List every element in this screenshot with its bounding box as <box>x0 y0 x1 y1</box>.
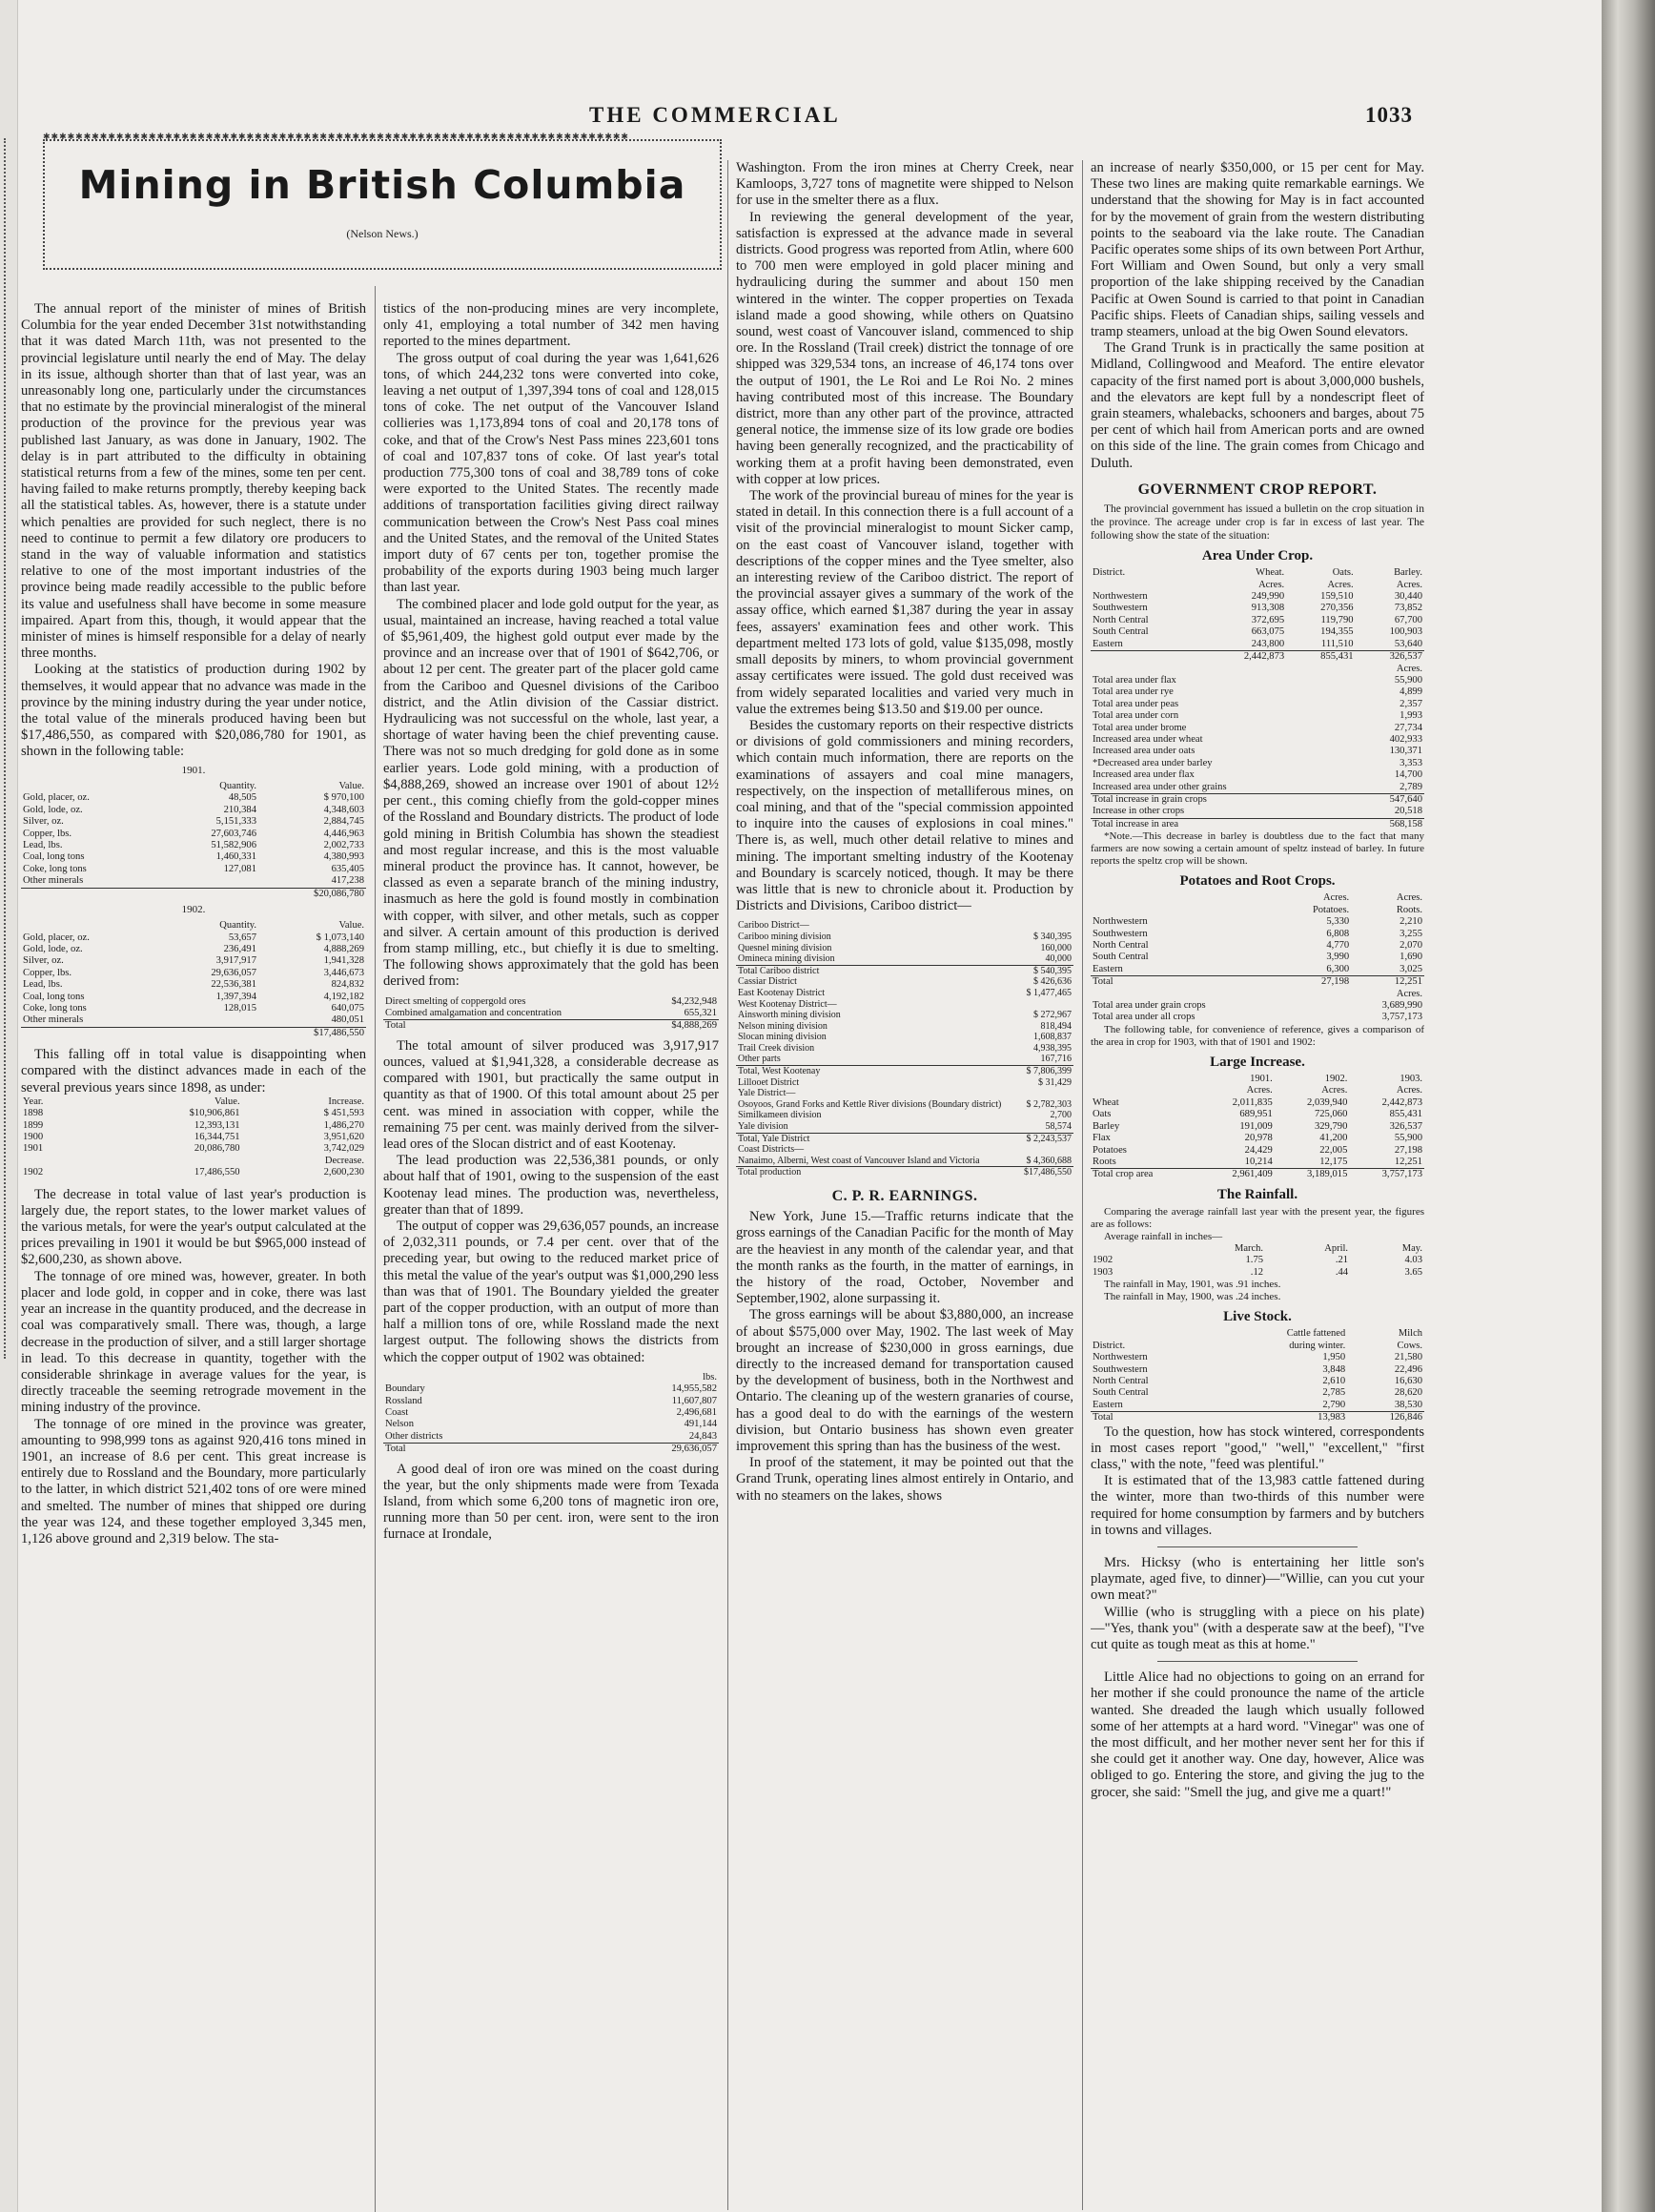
table-row: Copper, lbs. 29,636,057 3,446,673 <box>23 967 364 978</box>
table-row: Lillooet District $ 31,429 <box>738 1076 1072 1088</box>
paragraph: Little Alice had no objections to going on an errand for her mother if she could pronounce the name of the article wanted. She dreaded the laugh which usually followed some of her attempts at a hard word. "Vinegar" was one of the most difficult, and her mother never sent her for this if she could get it another way. One day, however, Alice was obliged to go. Entering the store, and giving the jug to the grocer, she said: "Smell the jug, and give me a quart!" <box>1091 1669 1424 1800</box>
table-row: Slocan mining division 1,608,837 <box>738 1032 1072 1043</box>
table-row: Combined amalgamation and concentration 655,321 <box>385 1007 717 1018</box>
article-title: Mining in British Columbia <box>78 162 686 208</box>
column-2 <box>383 301 719 2199</box>
table-row: Total area under brome 27,734 <box>1093 722 1422 733</box>
section-heading: C. P. R. EARNINGS. <box>831 1188 978 1204</box>
paragraph: In proof of the statement, it may be pointed out that the Grand Trunk, operating lines almost entirely in Ontario, and with no steamers on the lakes, shows <box>736 1455 1073 1504</box>
paragraph: The annual report of the minister of mines of British Columbia for the year ended December 31st notwithstanding that it was dated March 11th, was not presented to the provincial legislature until nearly the end of May. The delay in its issue, although shorter than that of last year, was an unreasonably long one, particularly under the circumstances that no estimate by the provincial mineralogist of the mineral production of the province for the previous year was published last January, as was done in January, 1902. The delay is in part attributed to the difficulty in obtaining statistical returns from a few of the mines, some ten per cent. having failed to make returns promptly, thereby keeping back all the statistical tables. As, however, there is a statute under which penalties are provided for such neglect, there is no need to continue to permit a few dilatory ore producers to stand in the way of valuable information and statistics relative to one of the most important industries of the province being made readily accessible to the public before its value and usefulness shall have become in some measure impaired. Apart from this, though, it would appear that the minister of mines is himself responsible for a delay of nearly three months. <box>21 301 366 662</box>
table-row: Direct smelting of coppergold ores $4,232,948 <box>385 995 717 1007</box>
paragraph: The gross earnings will be about $3,880,000, an increase of about $575,000 over May, 1902. The last week of May brought an increase of $230,000 in gross earnings, due directly to the increased demand for transportation caused by the development of business, both in the Northwest and Ontario. The cleaning up of the western granaries of course, has a good deal to do with the earnings of the western division, but Ontario business has shown even greater improvement this spring than has the business of the west. <box>736 1307 1073 1455</box>
paragraph: In reviewing the general development of the year, satisfaction is expressed at the advance made in several districts. Good progress was reported from Atlin, where 600 to 700 men were employed in gold placer mining and hydraulicing during the summer and about 150 men wintered in the winter. The copper properties on Texada island made a good showing, while others on Quatsino sound, west coast of Vancouver island, commenced to ship ore. In the Rossland (Trail creek) district the tonnage of ore shipped was 329,534 tons, an increase of 46,174 tons over the output of 1901, the Le Roi and Le Roi No. 2 mines having contributed most of this increase. The Boundary district, more than any other part of the province, attracted general notice, the immense size of its low grade ore bodies having been generally recognized, and the practicability of working them at a profit having been demonstrated, even with copper at low prices. <box>736 209 1073 487</box>
table-row: Coast 2,496,681 <box>385 1407 717 1419</box>
table-total-row: Total 27,198 12,251 <box>1093 976 1422 988</box>
table-row: Increased area under other grains 2,789 <box>1093 781 1422 792</box>
table-total-row: Total $4,888,269 <box>385 1020 717 1032</box>
table-row: 1901 20,086,780 3,742,029 <box>23 1143 364 1155</box>
table-row: Silver, oz. 3,917,917 1,941,328 <box>23 955 364 967</box>
table-row: Other minerals 417,238 <box>23 875 364 887</box>
table-row: Coal, long tons 1,397,394 4,192,182 <box>23 991 364 1002</box>
table-row: Omineca mining division 40,000 <box>738 953 1072 965</box>
column-rule <box>1082 160 1083 2210</box>
copper-districts-table: lbs. Boundary 14,955,582 Rossland 11,607,807 Coast 2,496,681 Nelson 491,144 Other districts 24,843 Total 29,636,057 <box>385 1371 717 1455</box>
subheading: Area Under Crop. <box>1201 548 1314 564</box>
table-row: Nelson mining division 818,494 <box>738 1020 1072 1032</box>
paragraph: The rainfall in May, 1900, was .24 inches. <box>1104 1291 1281 1303</box>
table-row: Total, West Kootenay $ 7,806,399 <box>738 1066 1072 1077</box>
table-row: West Kootenay District— <box>738 998 837 1010</box>
subheading: Potatoes and Root Crops. <box>1179 873 1336 890</box>
table-row: South Central 3,990 1,690 <box>1093 952 1422 963</box>
paragraph: The output of copper was 29,636,057 pounds, an increase of 2,032,311 pounds, or 7.4 per cent. over that of the preceding year, but owing to the reduced market price of this metal the value of the year's output was $1,000,290 less than was that of 1901. The Boundary yielded the greater part of the copper production, with an output of more than half a million tons of ore, while Rossland made the next largest output. The following shows the districts from which the copper output of 1902 was obtained: <box>383 1218 719 1365</box>
table-row: Total area under all crops 3,757,173 <box>1093 1012 1422 1023</box>
table-total-row: $17,486,550 <box>21 1027 366 1039</box>
column-rule <box>375 286 376 2212</box>
table-row: Rossland 11,607,807 <box>385 1395 717 1406</box>
district-production-table <box>736 920 1073 1178</box>
table-row: Similkameen division 2,700 <box>738 1110 1072 1121</box>
table-row: Roots 10,214 12,175 12,251 <box>1093 1156 1422 1167</box>
large-increase-table: 1901. 1902. 1903. Acres. Acres. Acres. Wheat 2,011,835 2,039,940 2,442,873 Oats 689,951 725,060 855,431 Barley 191,009 329,790 326,537 Flax 20,978 41,200 55,900 Potatoes 24,429 22,005 27,198 Roots 10,214 12,175 12,251 Total crop area 2,961,409 3,189,015 3,757,173 <box>1093 1074 1422 1180</box>
paragraph: The gross output of coal during the year was 1,641,626 tons, of which 244,232 tons were converted into coke, leaving a net output of 1,397,394 tons of coal and 128,015 tons of coke. The net output of the Vancouver Island collieries was 1,173,894 tons of coal and 20,178 tons of coke, and that of the Crow's Nest Pass mines 223,601 tons of coal and 107,837 tons of coke. Of last year's total production 775,300 tons of coal and 38,789 tons of coke were exported to the United States. The recently made additions of transportation facilities giving direct railway communication between the Crow's Nest Pass coal mines and the United States, and the removal of the United States import duty of 67 cents per ton, together promise the probability of the exports during 1903 being much larger than last year. <box>383 350 719 596</box>
table-row: Coast Districts— <box>738 1144 805 1156</box>
paragraph: The total amount of silver produced was 3,917,917 ounces, valued at $1,941,328, a considerable decrease as compared with 1901, but practically the same output in quantity as that of 1900. Of this total amount about 25 per cent. was mined in association with copper, while the remaining 75 per cent. was mainly derived from the silver-lead ores of the Slocan district and of east Kootenay. <box>383 1037 719 1152</box>
area-summary-table <box>1091 675 1424 830</box>
table-row: Gold, placer, oz. 53,657 $ 1,073,140 <box>23 932 364 943</box>
table-row: Nanaimo, Alberni, West coast of Vancouver Island and Victoria $ 4,360,688 <box>738 1155 1072 1166</box>
column-rule <box>727 160 728 2210</box>
table-row: Cariboo District— <box>738 920 809 932</box>
table-row: Yale District— <box>738 1088 796 1099</box>
table-total-row: Total production $17,486,550 <box>738 1167 1072 1178</box>
table-row: Northwestern 249,990 159,510 30,440 <box>1093 591 1422 603</box>
page-number: 1033 <box>1365 103 1413 127</box>
table-row: Gold, lode, oz. 210,384 4,348,603 <box>23 804 364 815</box>
article-title-box <box>43 139 722 270</box>
paragraph: The Grand Trunk is in practically the same position at Midland, Collingwood and Meaford. The entire elevator capacity of the first named port is about 3,000,000 bushels, and the elevators are kept full by a nondescript fleet of grain steamers, whalebacks, schooners and barges, about 75 per cent of which hail from American ports and are owned on this side of the line. The grain comes from Chicago and Duluth. <box>1091 340 1424 471</box>
divider <box>1157 1661 1358 1662</box>
column-1 <box>21 301 366 2199</box>
rainfall-table: March. April. May. 1902 1.75 .21 4.03 1903 .12 .44 3.65 <box>1093 1242 1422 1278</box>
potatoes-roots-table: Acres. Acres. Potatoes. Roots. Northwestern 5,330 2,210 Southwestern 6,808 3,255 North Central 4,770 2,070 South Central 3,990 1,690 Eastern 6,300 3,025 Total 27,198 12,251 Acres. Total area under grain crops 3,689,990 Total area under all crops 3,757,173 <box>1093 892 1422 1023</box>
table-row: 1898 $10,906,861 $ 451,593 <box>23 1108 364 1119</box>
table-row: Wheat 2,011,835 2,039,940 2,442,873 <box>1093 1096 1422 1108</box>
table-total-row: $20,086,780 <box>21 888 366 900</box>
article-source: (Nelson News.) <box>346 227 419 240</box>
paragraph: an increase of nearly $350,000, or 15 per cent for May. These two lines are making quite remarkable earnings. We understand that the showing for May is in fact accounted for by the movement of grain from the western distributing points to the seaboard via the lake route. The Canadian Pacific operates some ships of its own between Port Arthur, Fort William and Owen Sound, but only a very small proportion of the lake shipping received by the Canadian Pacific at Owen Sound is carried to that point in Canadian Pacific ships. Fleets of Canadian ships, sailing vessels and tramp steamers, unload at the big Owen Sound elevators. <box>1091 160 1424 340</box>
table-row: 1902 1.75 .21 4.03 <box>1093 1255 1422 1266</box>
decorative-star-border: ✱✱✱✱✱✱✱✱✱✱✱✱✱✱✱✱✱✱✱✱✱✱✱✱✱✱✱✱✱✱✱✱✱✱✱✱✱✱✱✱✱✱✱✱✱✱✱✱✱✱✱✱✱✱✱✱✱✱✱✱✱✱✱✱✱✱✱✱✱✱✱✱ <box>43 132 629 141</box>
table-row: Lead, lbs. 22,536,381 824,832 <box>23 979 364 991</box>
table-row: Eastern 243,800 111,510 53,640 <box>1093 638 1422 649</box>
table-year-label: 1901. <box>181 764 206 776</box>
table-row: Total area under corn 1,993 <box>1093 710 1422 722</box>
table-row: Oats 689,951 725,060 855,431 <box>1093 1109 1422 1120</box>
paragraph: Looking at the statistics of production during 1902 by themselves, it would appear that no advance was made in the province by the mining industry during the year under notice, the total value of the minerals produced having been but $17,486,550, as compared with $20,086,780 for 1901, as shown in the following table: <box>21 662 366 760</box>
table-row: Increased area under wheat 402,933 <box>1093 733 1422 745</box>
paragraph: Comparing the average rainfall last year with the present year, the figures are as follows: <box>1091 1205 1424 1230</box>
table-row: Total area under flax 55,900 <box>1093 674 1422 686</box>
footnote: *Note.—This decrease in barley is doubtless due to the fact that many farmers are now sowing a certain amount of speltz instead of barley. In future reports the speltz crop will be shown. <box>1091 830 1424 868</box>
table-row: Total area under peas 2,357 <box>1093 698 1422 709</box>
table-total-row: Total 29,636,057 <box>385 1444 717 1455</box>
col-header: Value. <box>338 780 364 791</box>
col-header: Quantity. <box>219 780 256 791</box>
book-spine-edge <box>1602 0 1655 2212</box>
paragraph: This falling off in total value is disappointing when compared with the distinct advances made in each of the several previous years since 1898, as under: <box>21 1047 366 1096</box>
paragraph: The tonnage of ore mined in the province was greater, amounting to 998,999 tons as against 920,416 tons mined in 1901, an increase of 8.6 per cent. This great increase is entirely due to Rossland and the Boundary, more particularly to the latter, in which district 521,402 tons of ore were mined and smelted. The number of mines that shipped ore during the year was 124, and these together employed 3,345 men, 1,126 above ground and 2,319 below. The sta- <box>21 1416 366 1546</box>
area-under-crop-table: District. Wheat. Oats. Barley. Acres. Acres. Acres. Northwestern 249,990 159,510 30,440 Southwestern 913,308 270,356 73,852 North Central 372,695 119,790 67,700 South Central 663,075 194,355 100,903 Eastern 243,800 111,510 53,640 2,442,873 855,431 326,537 Acres. <box>1093 567 1422 674</box>
paragraph: Mrs. Hicksy (who is entertaining her little son's playmate, aged five, to dinner)—"Willie, can you cut your own meat?" <box>1091 1555 1424 1604</box>
table-row: Total area under grain crops 3,689,990 <box>1093 1000 1422 1012</box>
table-total-row: Total 13,983 126,846 <box>1093 1412 1422 1423</box>
table-row: Potatoes 24,429 22,005 27,198 <box>1093 1144 1422 1156</box>
table-row: Other parts 167,716 <box>738 1054 1072 1065</box>
table-row: North Central 2,610 16,630 <box>1093 1375 1422 1386</box>
table-row: Gold, lode, oz. 236,491 4,888,269 <box>23 943 364 954</box>
table-row: Nelson 491,144 <box>385 1419 717 1430</box>
table-year-label: 1902. <box>181 903 206 915</box>
subheading: Live Stock. <box>1223 1309 1292 1325</box>
table-row: Increased area under oats 130,371 <box>1093 746 1422 757</box>
table-row: Gold, placer, oz. 48,505 $ 970,100 <box>23 792 364 804</box>
subheading: Large Increase. <box>1210 1054 1305 1070</box>
paragraph: The decrease in total value of last year's production is largely due, the report states, to the lower market values of the various metals, for were the year's output calculated at the prices prevailing in 1901 it would be but $965,000 instead of $2,600,230, as shown above. <box>21 1186 366 1268</box>
paragraph: Besides the customary reports on their respective districts or divisions of gold commissioners and mining recorders, which contain much information, there are reports on the examinations of assayers and coal mine managers, respectively, on the inspection of metalliferous mines, on coal mining, and that of the "special commission appointed to inquire into the causes of explosions in coal mines." There is, as well, much other detail relative to mines and mining. The important smelting industry of the Kootenay and Boundary is scarcely noticed, though. It may be there was little that is new to chronicle about it. Production by Districts and Divisions, Cariboo district— <box>736 717 1073 914</box>
yearly-value-table: Year. Value. Increase. 1898 $10,906,861 $ 451,593 1899 12,393,131 1,486,270 1900 16,344,751 3,951,620 1901 20,086,780 3,742,029 Decrease. 1902 17,486,550 2,600,230 <box>23 1096 364 1178</box>
table-row: Coke, long tons 128,015 640,075 <box>23 1003 364 1014</box>
table-row: Total increase in area 568,158 <box>1093 818 1422 830</box>
table-row: Lead, lbs. 51,582,906 2,002,733 <box>23 839 364 850</box>
paragraph: It is estimated that of the 13,983 cattle fattened during the winter, more than two-thirds of this number were required for home consumption by farmers and by butchers in towns and villages. <box>1091 1473 1424 1538</box>
paragraph: The provincial government has issued a bulletin on the crop situation in the province. The acreage under crop is far in excess of last year. The following show the state of the situation: <box>1091 503 1424 543</box>
col-header: Quantity. <box>219 920 256 932</box>
table-row: Other minerals 480,051 <box>23 1014 364 1026</box>
table-row: *Decreased area under barley 3,353 <box>1093 757 1422 768</box>
table-total-row: Total crop area 2,961,409 3,189,015 3,757,173 <box>1093 1169 1422 1180</box>
table-row: Total increase in grain crops 547,640 <box>1093 793 1422 805</box>
table-row: Northwestern 5,330 2,210 <box>1093 916 1422 928</box>
table-row: Cassiar District $ 426,636 <box>738 976 1072 988</box>
paragraph: The rainfall in May, 1901, was .91 inches. <box>1104 1279 1281 1291</box>
table-row: South Central 2,785 28,620 <box>1093 1387 1422 1399</box>
table-row: Northwestern 1,950 21,580 <box>1093 1352 1422 1363</box>
ornamental-border-left <box>4 138 17 1359</box>
table-row: Osoyoos, Grand Forks and Kettle River divisions (Boundary district) $ 2,782,303 <box>738 1098 1072 1110</box>
column-3 <box>736 160 1073 2201</box>
table-row: South Central 663,075 194,355 100,903 <box>1093 626 1422 638</box>
table-row: 1902 17,486,550 2,600,230 <box>23 1167 364 1178</box>
table-row: Southwestern 3,848 22,496 <box>1093 1363 1422 1375</box>
production-table-1901 <box>21 781 366 900</box>
paragraph: A good deal of iron ore was mined on the coast during the year, but the only shipments made were from Texada Island, from which some 6,200 tons of magnetic iron ore, running more than 50 per cent. iron, were sent to the iron furnace at Irondale, <box>383 1461 719 1543</box>
paragraph: The lead production was 22,536,381 pounds, or only about half that of 1901, owing to the suspension of the east Kootenay lead mines. The production was, nevertheless, greater than that of 1899. <box>383 1153 719 1218</box>
paragraph: The tonnage of ore mined was, however, greater. In both placer and lode gold, in copper and in coke, there was last year an increase in the quantity produced, and the decrease in coal was comparatively small. There was, though, a large decrease in the production of silver, and a still larger shortage in lead. To this decrease in quantity, together with the considerable shrinkage in average values for the year, is directly traceable the seeming retrograde movement in the mining industry of the province. <box>21 1268 366 1416</box>
paragraph: The work of the provincial bureau of mines for the year is stated in detail. In this connection there is a full account of a visit of the provincial mineralogist to mount Sicker camp, on the east coast of Vancouver island, together with descriptions of the copper mines and the Tyee smelter, also an interesting review of the Cariboo district. The report of the provincial assayer gives a summary of the work of the assay office, which earned $1,387 during the year in assay fees, assayers' examination fees and other work. This department melted 173 lots of gold, value $135,098, mostly small deposits by miners, to whom provincial government assay certificates were issued. The gold dust received was from widely separated localities and varied very much in value the extremes being $13.50 and $19.00 per ounce. <box>736 488 1073 717</box>
table-row: Silver, oz. 5,151,333 2,884,745 <box>23 816 364 828</box>
table-row: Increase in other crops 20,518 <box>1093 806 1422 817</box>
table-row: North Central 372,695 119,790 67,700 <box>1093 614 1422 625</box>
table-row: Southwestern 6,808 3,255 <box>1093 928 1422 939</box>
paragraph: To the question, how has stock wintered, correspondents in most cases report "good," "well," "excellent," "first class," with the note, "feed was plentiful." <box>1091 1423 1424 1473</box>
paragraph: Willie (who is struggling with a piece on his plate)—"Yes, thank you" (with a desperate saw at the beef), "I've cut quite as tough meat as this at home." <box>1091 1604 1424 1653</box>
col-header: Value. <box>338 920 364 932</box>
paragraph: New York, June 15.—Traffic returns indicate that the gross earnings of the Canadian Pacific for the month of May are the heaviest in any month of the calendar year, and that the month ranks as the fourth, in the matter of earnings, in the history of the road, October, November and September,1902, alone surpassing it. <box>736 1209 1073 1307</box>
table-total-row: 2,442,873 855,431 326,537 <box>1091 651 1424 664</box>
table-row: Total Cariboo district $ 540,395 <box>738 965 1072 976</box>
paragraph: tistics of the non-producing mines are very incomplete, only 41, employing a total number of 342 men having reported to the mines department. <box>383 301 719 350</box>
table-row: Southwestern 913,308 270,356 73,852 <box>1093 603 1422 614</box>
table-row: Increased area under flax 14,700 <box>1093 769 1422 781</box>
table-row: Total area under rye 4,899 <box>1093 686 1422 698</box>
table-row: Eastern 6,300 3,025 <box>1093 963 1422 974</box>
gold-source-table <box>383 996 719 1033</box>
production-table-1902 <box>21 920 366 1039</box>
table-row: Other districts 24,843 <box>385 1430 717 1442</box>
table-row: Boundary 14,955,582 <box>385 1383 717 1395</box>
subheading: The Rainfall. <box>1216 1186 1298 1202</box>
section-heading: GOVERNMENT CROP REPORT. <box>1137 481 1378 498</box>
paragraph: The following table, for convenience of reference, gives a comparison of the area in crop for 1903, with that of 1901 and 1902: <box>1091 1023 1424 1048</box>
table-row: 1900 16,344,751 3,951,620 <box>23 1132 364 1143</box>
table-row: Coke, long tons 127,081 635,405 <box>23 863 364 874</box>
table-row: Cariboo mining division $ 340,395 <box>738 931 1072 942</box>
paragraph: Washington. From the iron mines at Cherry Creek, near Kamloops, 3,727 tons of magnetite were shipped to Nelson for use in the smelter there as a flux. <box>736 160 1073 209</box>
paragraph: The combined placer and lode gold output for the year, as usual, maintained an increase, having reached a total value of $5,961,409, the highest gold output ever made by the province and an increase over that of 1901 of $642,706, or about 12 per cent. The greater part of the placer gold came from the Cariboo and Quesnel divisions of the Cariboo district, and the Atlin division of the Cassiar district. Hydraulicing was not successful on the whole, last year, a shortage of water having been the chief preventing cause. There was not so much dredging for gold done as in some earlier years. Lode gold mining, with a production of $4,888,269, showed an increase over 1901 of about 12½ per cent., this coming chiefly from the gold-copper mines of the Rossland and Boundary districts. The product of lode gold mining in British Columbia has shown the steadiest and most regular increase, and this is the most valuable mineral product the province has. It cannot, however, be classed as even a separate branch of the mining industry, inasmuch as here the gold is found mostly in combination with copper, with silver, and other metals, such as copper and silver. A certain amount of this production is derived from stamp milling, etc., but chiefly it is due to smelting. The following shows approximately that the gold has been derived from: <box>383 596 719 990</box>
table-row: Coal, long tons 1,460,331 4,380,993 <box>23 851 364 863</box>
live-stock-table: Cattle fattened Milch District. during winter. Cows. Northwestern 1,950 21,580 Southwestern 3,848 22,496 North Central 2,610 16,630 South Central 2,785 28,620 Eastern 2,790 38,530 Total 13,983 126,846 <box>1093 1328 1422 1423</box>
table-row: East Kootenay District $ 1,477,465 <box>738 987 1072 998</box>
table-row: North Central 4,770 2,070 <box>1093 940 1422 952</box>
table-row: Flax 20,978 41,200 55,900 <box>1093 1133 1422 1144</box>
paragraph: Average rainfall in inches— <box>1104 1230 1223 1242</box>
column-4 <box>1091 160 1424 2201</box>
masthead-title: THE COMMERCIAL <box>589 103 841 127</box>
table-row: Trail Creek division 4,938,395 <box>738 1042 1072 1054</box>
table-row: Barley 191,009 329,790 326,537 <box>1093 1120 1422 1132</box>
divider <box>1157 1546 1358 1547</box>
table-row: 1903 .12 .44 3.65 <box>1093 1266 1422 1278</box>
table-row: 1899 12,393,131 1,486,270 <box>23 1119 364 1131</box>
table-row: Copper, lbs. 27,603,746 4,446,963 <box>23 828 364 839</box>
table-row: Yale division 58,574 <box>738 1121 1072 1133</box>
table-row: Total, Yale District $ 2,243,537 <box>738 1133 1072 1144</box>
table-row: Eastern 2,790 38,530 <box>1093 1399 1422 1410</box>
table-row: Quesnel mining division 160,000 <box>738 942 1072 953</box>
table-row: Ainsworth mining division $ 272,967 <box>738 1010 1072 1021</box>
